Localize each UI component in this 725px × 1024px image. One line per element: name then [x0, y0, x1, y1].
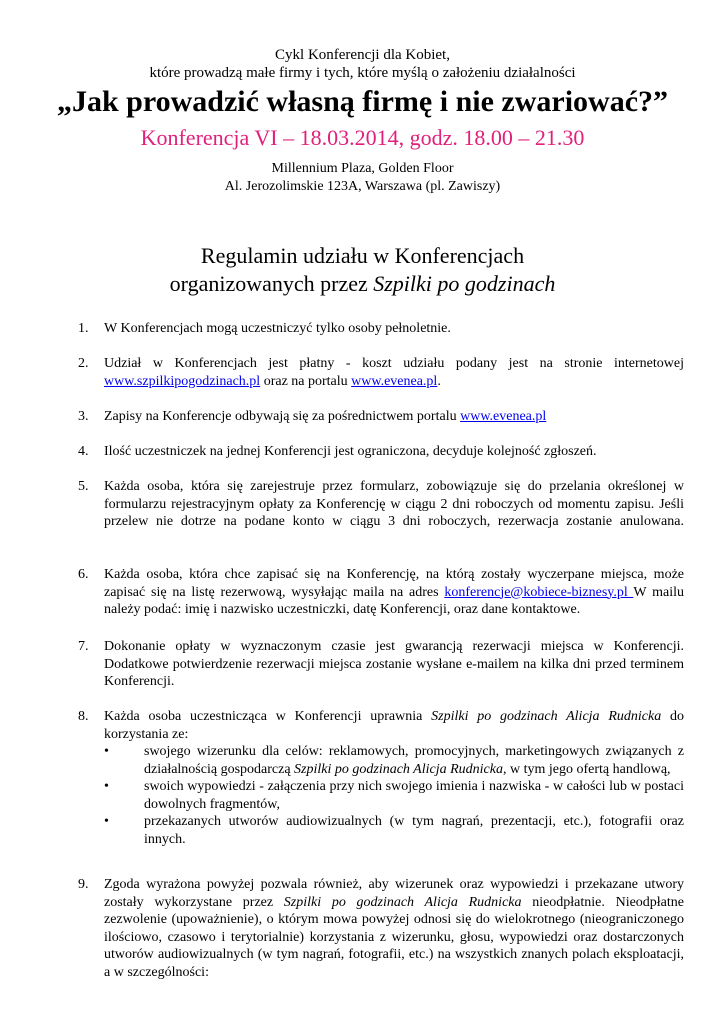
- item-text: W mailu należy podać: imię i nazwisko uczestniczki, datę Konferencji, oraz dane kontaktowe.: [104, 584, 684, 617]
- item-number: 8.: [78, 709, 89, 724]
- bullet-text: swojego wizerunku dla celów: reklamowych, promocyjnych, marketingowych związanych z działalnością gospodarczą: [144, 744, 684, 777]
- item-number: 3.: [78, 409, 89, 424]
- regulations-title-prefix: organizowanych przez: [169, 271, 374, 296]
- bullet-icon: •: [104, 744, 109, 759]
- list-item: [78, 876, 684, 981]
- item-number: 1.: [78, 321, 89, 336]
- item-text: Każda osoba uczestnicząca w Konferencji uprawnia: [104, 709, 432, 724]
- bullet-item: [78, 813, 684, 848]
- website-link[interactable]: www.szpilkipogodzinach.pl: [104, 373, 261, 389]
- series-header: [0, 46, 725, 82]
- email-link[interactable]: konferencje@kobiece-biznesy.pl: [444, 584, 634, 600]
- item-number: 6.: [78, 567, 89, 582]
- item-number: 9.: [78, 877, 89, 892]
- regulations-title: [0, 242, 725, 298]
- bullet-text: swoich wypowiedzi - załączenia przy nich swojego imienia i nazwiska - w całości lub w postaci dowolnych fragmentów,: [144, 779, 684, 812]
- item-text: Każda osoba, która chce zapisać się na Konferencję, na którą zostały wyczerpane miejsca, może zapisać się na listę rezerwową, wysyłając maila na adres: [104, 567, 684, 600]
- bullet-item: [78, 743, 684, 778]
- evenea-link[interactable]: www.evenea.pl: [460, 409, 547, 424]
- item-number: 4.: [78, 444, 89, 459]
- item-text: oraz na portalu: [260, 373, 352, 389]
- conference-date: Konferencja VI – 18.03.2014, godz. 18.00 – 21.30: [140, 125, 585, 150]
- list-item: [78, 355, 684, 390]
- list-item: [78, 566, 684, 619]
- regulations-title-line-2: [0, 270, 725, 298]
- item-text: Zapisy na Konferencje odbywają się za pośrednictwem portalu: [104, 409, 461, 424]
- bullet-icon: •: [104, 779, 109, 794]
- list-item: [78, 443, 684, 461]
- organizer-name: Szpilki po godzinach Alicja Rudnicka: [283, 894, 522, 910]
- item-text: .: [437, 373, 441, 389]
- event-title: „Jak prowadzić własną firmę i nie zwariować?”: [56, 85, 669, 118]
- organizer-name: Szpilki po godzinach: [373, 271, 556, 296]
- list-item: [78, 320, 684, 338]
- list-item: [78, 408, 684, 426]
- item-number: 5.: [78, 479, 89, 494]
- series-line-2: które prowadzą małe firmy i tych, które myślą o założeniu działalności: [149, 65, 576, 81]
- list-item: [78, 638, 684, 691]
- bullet-icon: •: [104, 814, 109, 829]
- evenea-link[interactable]: www.evenea.pl: [351, 373, 438, 389]
- bullet-list: [78, 743, 684, 848]
- bullet-text: , w tym jego ofertą handlową,: [502, 761, 671, 777]
- item-text: do korzystania ze:: [104, 709, 684, 742]
- bullet-text: przekazanych utworów audiowizualnych (w tym nagrań, prezentacji, etc.), fotografii oraz innych.: [144, 814, 684, 847]
- organizer-name: Szpilki po godzinach Alicja Rudnicka: [294, 761, 503, 777]
- item-number: 2.: [78, 356, 89, 371]
- item-text: Ilość uczestniczek na jednej Konferencji jest ograniczona, decyduje kolejność zgłoszeń.: [104, 444, 597, 459]
- series-line-1: Cykl Konferencji dla Kobiet,: [275, 47, 450, 63]
- venue-line-2: Al. Jerozolimskie 123A, Warszawa (pl. Zawiszy): [224, 179, 501, 194]
- item-text: Dokonanie opłaty w wyznaczonym czasie jest gwarancją rezerwacji miejsca w Konferencji. Dodatkowe potwierdzenie rezerwacji miejsca zostanie wysłane e-mailem na kilka dni przed terminem Konferencji.: [104, 639, 684, 689]
- venue-info: [0, 160, 725, 196]
- item-text: W Konferencjach mogą uczestniczyć tylko osoby pełnoletnie.: [104, 321, 451, 336]
- item-text: Każda osoba, która się zarejestruje przez formularz, zobowiązuje się do przelania określonej w formularzu rejestracyjnym opłaty za Konferencję w ciągu 2 dni roboczych od momentu zapisu. Jeśli przelew nie dotrze na podane konto w ciągu 3 dni roboczych, rezerwacja zostanie anulowana.: [104, 479, 684, 529]
- item-number: 7.: [78, 639, 89, 654]
- regulations-title-line-1: Regulamin udziału w Konferencjach: [200, 243, 525, 268]
- organizer-name: Szpilki po godzinach Alicja Rudnicka: [431, 709, 662, 724]
- list-item: [78, 478, 684, 531]
- item-text: Udział w Konferencjach jest płatny - koszt udziału podany jest na stronie internetowej: [104, 356, 684, 371]
- bullet-item: [78, 778, 684, 813]
- list-item: [78, 708, 684, 848]
- item-text: nieodpłatnie. Nieodpłatne zezwolenie (upoważnienie), o którym mowa powyżej odnosi się do wielokrotnego (nieograniczonego ilościowo, czasowo i terytorialnie) korzystania z wizerunku, głosu, wypowiedzi oraz dostarczonych utworów audiowizualnych (w tym nagrań, fotografii, etc.) na wszystkich znanych polach eksploatacji, a w szczególności:: [104, 894, 685, 980]
- item-text: Zgoda wyrażona powyżej pozwala również, aby wizerunek oraz wypowiedzi i przekazane utwory zostały wykorzystane przez: [104, 877, 684, 910]
- venue-line-1: Millennium Plaza, Golden Floor: [271, 161, 454, 176]
